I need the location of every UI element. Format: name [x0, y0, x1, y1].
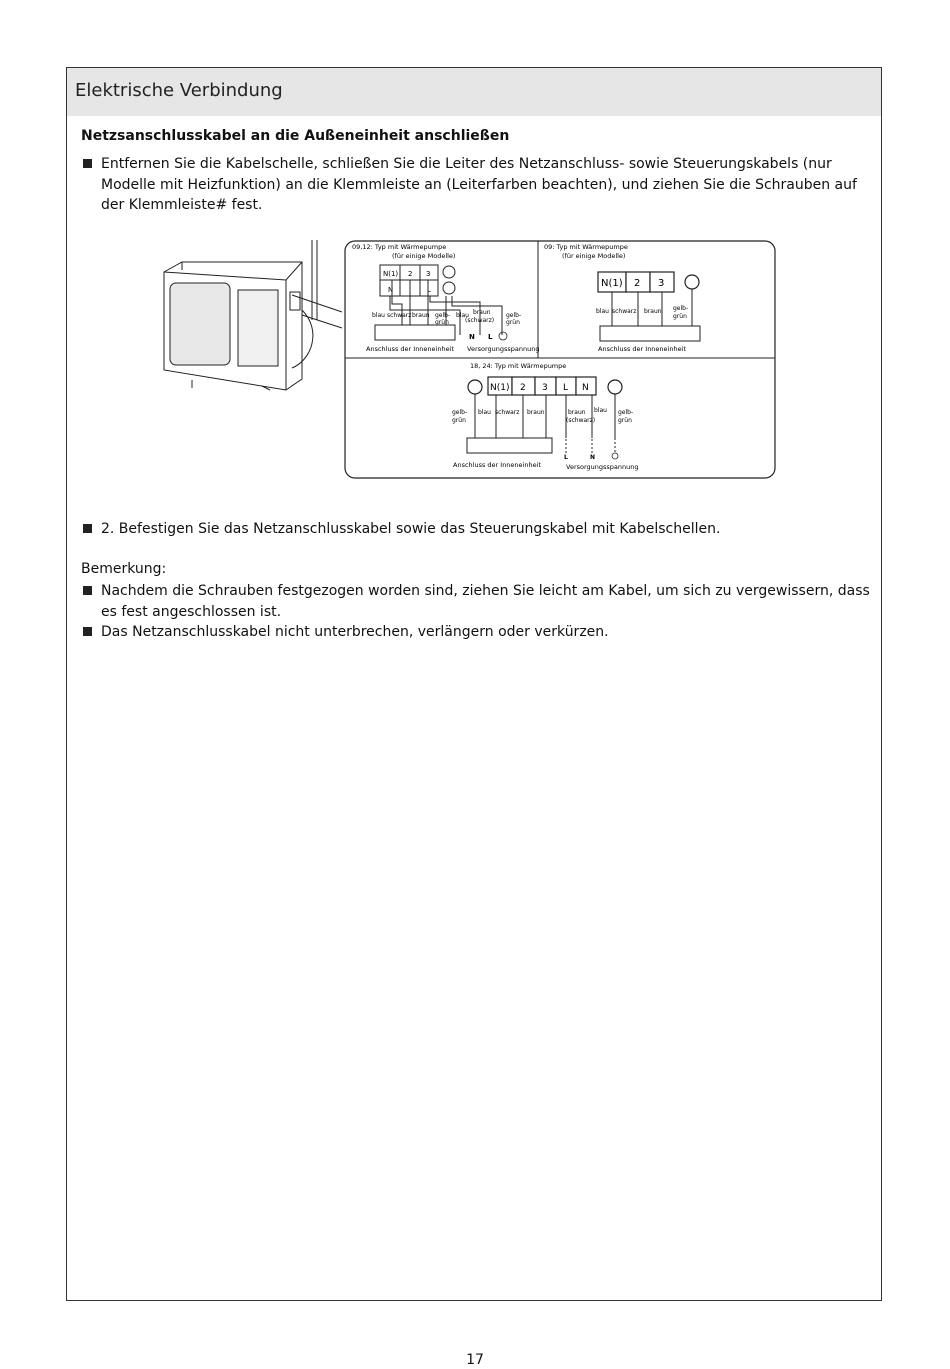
- p1-terminal-3: 3: [426, 270, 431, 278]
- remark-bullet-2: [81, 622, 871, 643]
- p2-caption: Anschluss der Inneneinheit: [598, 345, 686, 353]
- bullet-text: Das Netzanschlusskabel nicht unterbrechen, verlängern oder verkürzen.: [101, 624, 609, 640]
- p1-wire-schwarz: schwarz: [387, 312, 412, 319]
- p3-terminal-2: 2: [520, 383, 526, 393]
- p1-supply-l: L: [488, 333, 493, 341]
- panel-09-12: [352, 243, 540, 353]
- bullet-text: Nachdem die Schrauben festgezogen worden sind, ziehen Sie leicht am Kabel, um sich zu vergewissern, dass es fest angeschlossen ist.: [101, 583, 870, 620]
- content-frame: [66, 67, 882, 1301]
- page-number: 17: [466, 1352, 484, 1368]
- p2-wire-braun: braun: [644, 308, 662, 315]
- p1-terminal-n: N: [388, 286, 394, 294]
- outdoor-unit-illustration: [164, 240, 342, 390]
- p3-wire-schwarz: schwarz: [495, 409, 520, 416]
- panel1-title-1: 09,12: Typ mit Wärmepumpe: [352, 243, 447, 251]
- p3-supply-n: N: [590, 454, 596, 461]
- p3-wire-blau: blau: [478, 409, 491, 416]
- remark-bullet-1: [81, 581, 871, 622]
- p1-wire-blau-2: blau: [456, 312, 469, 319]
- remark-label: Bemerkung:: [81, 561, 167, 577]
- bullet-square-icon: [83, 586, 92, 595]
- p1-wire-schwarz-2: (schwarz): [465, 317, 495, 324]
- bullet-square-icon: [83, 524, 92, 533]
- bullet-text: Entfernen Sie die Kabelschelle, schließen Sie die Leiter des Netzanschluss- sowie Steuerungskabels (nur Modelle mit Heizfunktion) an die Klemmleiste an (Leiterfarben beachten), und ziehen Sie die Schrauben auf der Klemmleiste# fest.: [101, 156, 857, 213]
- p1-wire-braun-2: braun: [473, 309, 491, 316]
- p2-wire-gruen: grün: [673, 313, 687, 320]
- p1-wire-gruen-2: grün: [506, 319, 520, 326]
- p1-wire-blau: blau: [372, 312, 385, 319]
- p1-caption-left: Anschluss der Inneneinheit: [366, 345, 454, 353]
- p3-supply-l: L: [564, 454, 568, 461]
- p3-terminal-3: 3: [542, 383, 548, 393]
- instruction-bullet-2: [81, 519, 871, 540]
- instruction-bullet-1: [81, 154, 871, 216]
- p3-terminal-n1: N(1): [490, 383, 510, 393]
- p3-wire-gelb-2: gelb-: [618, 409, 634, 416]
- p3-caption-right: Versorgungsspannung: [566, 463, 639, 471]
- p2-wire-schwarz: schwarz: [612, 308, 637, 315]
- p1-wire-gelb: gelb-: [435, 312, 451, 319]
- p1-supply-n: N: [469, 333, 475, 341]
- panel-18-24: [452, 362, 639, 471]
- p2-wire-gelb: gelb-: [673, 305, 689, 312]
- p1-wire-gelb-2: gelb-: [506, 312, 522, 319]
- panel3-title: 18, 24: Typ mit Wärmepumpe: [470, 362, 567, 370]
- p1-wire-braun: braun: [412, 312, 430, 319]
- section-header: [67, 68, 881, 116]
- p2-terminal-n1: N(1): [601, 278, 623, 289]
- p1-terminal-2: 2: [408, 270, 413, 278]
- p3-wire-blau-2: blau: [594, 407, 607, 414]
- panel2-title-1: 09: Typ mit Wärmepumpe: [544, 243, 628, 251]
- p3-wire-gruen: grün: [452, 417, 466, 424]
- p1-terminal-l: L: [427, 286, 431, 294]
- p3-wire-braun-2: braun: [568, 409, 586, 416]
- panel1-title-2: (für einige Modelle): [392, 252, 456, 260]
- p1-wire-gruen: grün: [435, 319, 449, 326]
- p3-wire-gelb: gelb-: [452, 409, 468, 416]
- p1-caption-right: Versorgungsspannung: [467, 345, 540, 353]
- p3-wire-braun: braun: [527, 409, 545, 416]
- wiring-diagram: [162, 240, 782, 482]
- bullet-square-icon: [83, 627, 92, 636]
- p1-terminal-n1: N(1): [383, 270, 399, 278]
- p2-terminal-3: 3: [658, 278, 665, 289]
- p3-terminal-n: N: [582, 383, 589, 393]
- bullet-square-icon: [83, 159, 92, 168]
- p3-terminal-l: L: [563, 383, 569, 393]
- bullet-text: 2. Befestigen Sie das Netzanschlusskabel sowie das Steuerungskabel mit Kabelschellen.: [101, 521, 721, 537]
- panel-09: [544, 243, 700, 353]
- panel2-title-2: (für einige Modelle): [562, 252, 626, 260]
- p2-wire-blau: blau: [596, 308, 609, 315]
- p3-wire-schwarz-2: (schwarz): [566, 417, 596, 424]
- p3-wire-gruen-2: grün: [618, 417, 632, 424]
- section-title: Elektrische Verbindung: [75, 80, 283, 101]
- p3-caption-left: Anschluss der Inneneinheit: [453, 461, 541, 469]
- p2-terminal-2: 2: [634, 278, 641, 289]
- subheading: Netzsanschlusskabel an die Außeneinheit anschließen: [81, 128, 510, 144]
